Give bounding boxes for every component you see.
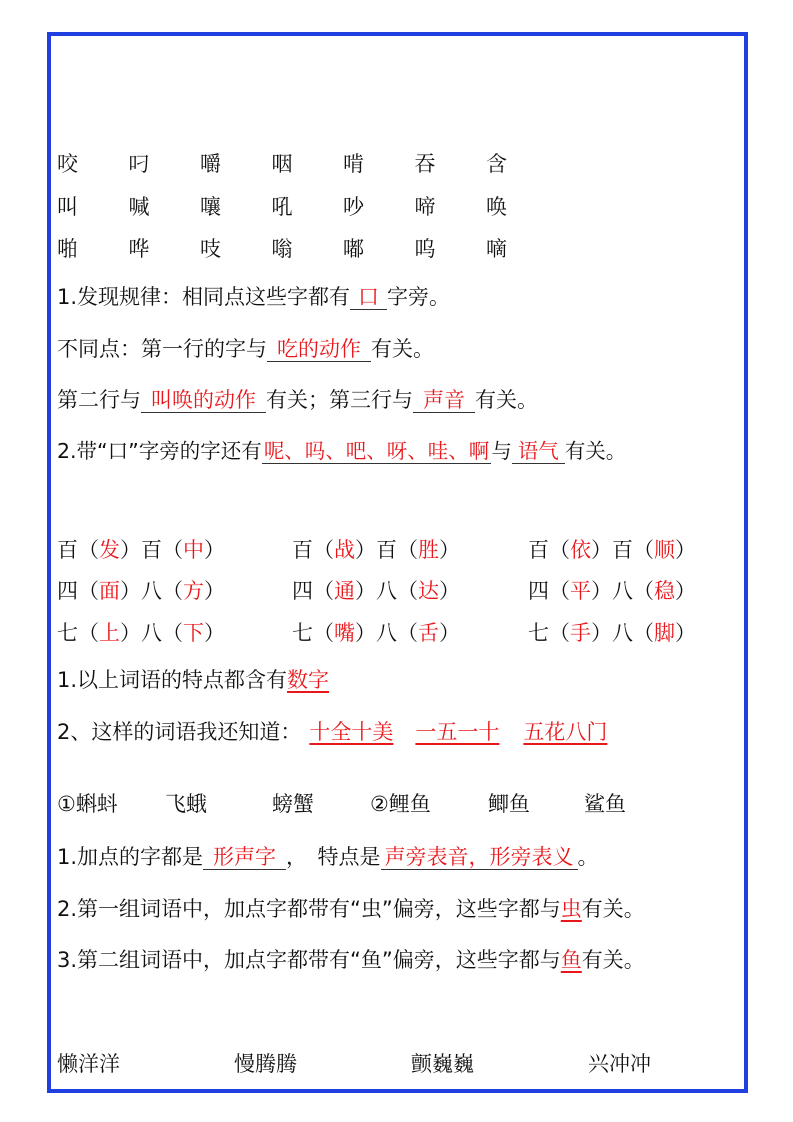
answer-text: 一五一十 (415, 720, 500, 744)
question-text: 有关。 (564, 439, 627, 463)
question-text: 2.带“口”字旁的字还有 (57, 439, 262, 463)
char: 吞 (414, 152, 436, 176)
char: 嚷 (200, 195, 221, 219)
answer-text: 十全十美 (309, 720, 394, 744)
answer-blank (512, 439, 565, 464)
word-group-1-label: ①蝌蚪 (57, 792, 118, 816)
word: 兴冲冲 (588, 1052, 651, 1076)
answer-blank (262, 439, 492, 464)
answer-blank (267, 337, 371, 362)
word: 懒洋洋 (57, 1052, 120, 1076)
char: 啼 (414, 195, 436, 219)
answer-text: 鱼 (560, 948, 582, 972)
word: 鲫鱼 (488, 792, 530, 816)
char-row-1 (57, 150, 558, 178)
char: 啃 (343, 152, 364, 176)
answer-blank (203, 845, 286, 870)
question-text: 3.第二组词语中，加点字都带有“鱼”偏旁，这些字都与 (57, 948, 561, 972)
idiom: 四（面）八（方） (57, 579, 225, 603)
char-row-3 (57, 235, 558, 263)
question-text: ， 特点是 (286, 845, 381, 869)
s1-rows-2-3 (57, 386, 538, 414)
question-text: 1.加点的字都是 (57, 845, 204, 869)
answer-text: 口 (358, 285, 380, 309)
answer-text: 五花八门 (523, 720, 608, 744)
idiom: 百（战）百（胜） (292, 538, 460, 562)
char: 咬 (57, 152, 78, 176)
char: 吵 (343, 195, 364, 219)
idiom: 七（上）八（下） (57, 621, 225, 645)
char: 咽 (271, 152, 293, 176)
question-text: 。 (577, 845, 599, 869)
idiom: 七（手）八（脚） (528, 621, 696, 645)
question-text: 第二行与 (57, 388, 141, 412)
question-text: 字旁。 (387, 285, 451, 309)
word: 颤巍巍 (411, 1052, 474, 1076)
char: 嘀 (486, 237, 507, 261)
answer-blank (350, 285, 387, 310)
word-group-2-label: ②鲤鱼 (370, 792, 431, 816)
char: 呜 (414, 237, 436, 261)
answer-text: 语气 (517, 439, 559, 463)
word: 鲨鱼 (584, 792, 626, 816)
char: 啪 (57, 237, 78, 261)
answer-text: 虫 (560, 897, 582, 921)
question-text: 有关。 (581, 897, 645, 921)
s3-question-3 (57, 946, 645, 974)
answer-text: 形声字 (213, 845, 277, 869)
question-text: 有关；第三行与 (266, 388, 413, 412)
answer-blank (141, 388, 266, 413)
char: 嘟 (343, 237, 364, 261)
char: 叫 (57, 195, 78, 219)
question-text: 不同点：第一行的字与 (57, 337, 267, 361)
char: 哗 (128, 237, 150, 261)
s2-question-2 (57, 718, 607, 746)
question-text: 有关。 (475, 388, 538, 412)
answer-text: 声音 (423, 388, 465, 412)
word: 螃蟹 (272, 792, 314, 816)
idiom: 百（发）百（中） (57, 538, 225, 562)
s2-question-1 (57, 666, 329, 694)
char: 含 (486, 152, 507, 176)
word: 飞蛾 (165, 792, 207, 816)
answer-text: 声旁表音，形旁表义 (384, 845, 574, 869)
char: 吼 (271, 195, 293, 219)
question-text: 2、这样的词语我还知道： (57, 720, 302, 744)
answer-blank (381, 845, 578, 870)
s1-question-1 (57, 283, 450, 311)
question-text: 1.以上词语的特点都含有 (57, 668, 288, 692)
answer-blank (413, 388, 475, 413)
question-text: 1.发现规律：相同点这些字都有 (57, 285, 351, 309)
idiom: 七（嘴）八（舌） (292, 621, 460, 645)
idiom: 百（依）百（顺） (528, 538, 696, 562)
question-text: 有关。 (371, 337, 434, 361)
char: 嗡 (271, 237, 293, 261)
s3-question-1 (57, 843, 599, 871)
idiom: 四（通）八（达） (292, 579, 460, 603)
word: 慢腾腾 (234, 1052, 297, 1076)
question-text: 与 (491, 439, 512, 463)
s3-question-2 (57, 895, 645, 923)
s1-question-2 (57, 437, 626, 465)
char: 吱 (200, 237, 221, 261)
answer-text: 叫唤的动作 (151, 388, 256, 412)
idiom: 四（平）八（稳） (528, 579, 696, 603)
char: 叼 (128, 152, 150, 176)
question-text: 有关。 (581, 948, 645, 972)
char: 嚼 (200, 152, 221, 176)
answer-text: 呢、吗、吧、呀、哇、啊 (263, 439, 490, 463)
char-row-2 (57, 193, 558, 221)
char: 唤 (486, 195, 507, 219)
question-text: 2.第一组词语中，加点字都带有“虫”偏旁，这些字都与 (57, 897, 561, 921)
answer-text: 数字 (287, 668, 330, 692)
answer-text: 吃的动作 (277, 337, 361, 361)
s1-difference (57, 335, 434, 363)
char: 喊 (128, 195, 150, 219)
